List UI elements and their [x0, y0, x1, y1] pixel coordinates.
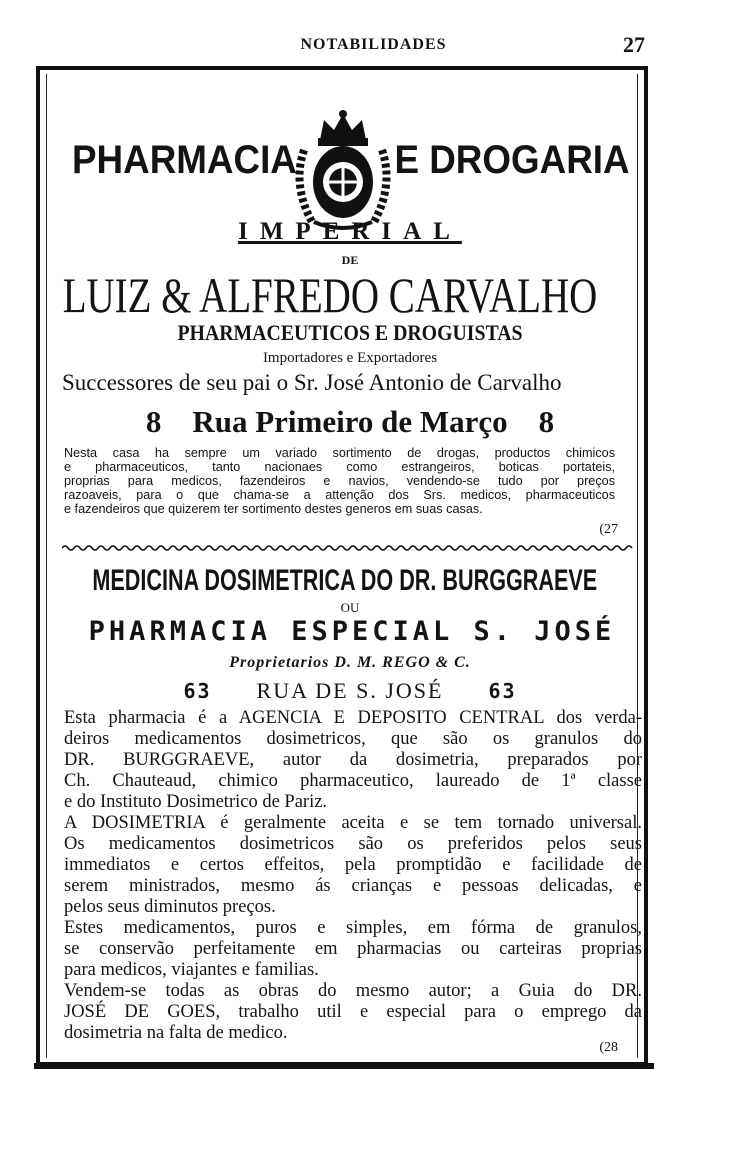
ad1-address-num: 8 — [145, 404, 162, 439]
ad2-para2-line: A DOSIMETRIA é geralmente aceita e se tem tornado universal. — [64, 813, 642, 833]
ad2-ref: (28 — [599, 1040, 618, 1055]
running-head: NOTABILIDADES — [300, 36, 447, 53]
ad1-profession: PHARMACEUTICOS E DROGUISTAS — [177, 320, 523, 345]
ad2-para3-line: se conservão perfeitamente em pharmacias ou carteiras proprias — [64, 939, 642, 959]
ad1-desc-line: razoaveis, para o que chama-se a attenção dos Srs. medicos, pharmaceuticos — [64, 487, 616, 502]
ad2-para4-line: JOSÉ DE GOES, trabalho util e especial para o emprego da — [64, 1002, 642, 1022]
ad2-para2-line: immediatos e certos effeitos, pela promptidão e facilidade de — [64, 855, 642, 875]
ad1-successors: Successores de seu pai o Sr. José Antonio de Carvalho — [62, 370, 562, 395]
ad2-para2-line: serem ministrados, mesmo ás crianças e pessoas delicadas, e — [64, 876, 642, 896]
ad2-para4-line: Vendem-se todas as obras do mesmo autor; a Guia do DR. — [64, 981, 642, 1001]
ad2-street: RUA DE S. JOSÉ — [256, 678, 444, 703]
page-header — [0, 32, 747, 60]
ad1-address — [60, 404, 640, 440]
ad1-title-left: PHARMACIA — [72, 138, 297, 182]
ad1-desc-line: Nesta casa ha sempre um variado sortimento de drogas, productos chimicos — [64, 445, 616, 460]
ad1-de: DE — [341, 253, 359, 267]
ad2-para2-line: pelos seus diminutos preços. — [64, 897, 276, 917]
ad2-para1-line: Ch. Chauteaud, chimico pharmaceutico, laureado de 1ª classe — [64, 771, 642, 791]
ad2-para1-line: e do Instituto Dosimetrico de Pariz. — [64, 792, 328, 812]
advertisement-frame — [36, 66, 648, 1066]
ad2-para1-line: Esta pharmacia é a AGENCIA E DEPOSITO CENTRAL dos verda- — [64, 708, 642, 728]
ad1-subtitle: IMPERIAL — [238, 218, 462, 245]
ad1-desc-line: proprias para medicos, fazendeiros e navios, vendendo-se tudo por preços — [64, 473, 616, 488]
ad2-para3-line: para medicos, viajantes e familias. — [64, 960, 319, 980]
frame-bottom-rule — [34, 1063, 654, 1069]
ad2-street-num-right: 63 — [488, 679, 517, 703]
ad2-street-num: 63 — [183, 679, 212, 703]
ad2-para2-line: Os medicamentos dosimetricos são os preferidos pelos seus — [64, 834, 642, 854]
ad1-address-street: Rua Primeiro de Março — [192, 404, 508, 439]
page-number: 27 — [623, 32, 645, 57]
ad2-ou: OU — [340, 600, 360, 615]
ad1-address-num-right: 8 — [538, 404, 555, 439]
ad2-proprietors: Proprietarios D. M. REGO & C. — [229, 654, 471, 671]
ad1-desc-line: e fazendeiros que quizerem ter sortimento destes generos em suas casas. — [64, 501, 483, 516]
ad2-para3-line: Estes medicamentos, puros e simples, em fórma de granulos, — [64, 918, 642, 938]
ad1-desc-line: e pharmaceuticos, tanto nacionaes como estrangeiros, boticas portateis, — [64, 459, 616, 474]
ad2-pharmacy: PHARMACIA ESPECIAL S. JOSÉ — [88, 616, 616, 647]
ad2-street-line — [60, 678, 640, 704]
ad1-import-export: Importadores e Exportadores — [262, 350, 438, 366]
ad2-para1-line: deiros medicamentos dosimetricos, que são os granulos do — [64, 729, 642, 749]
ad2-para1-line: DR. BURGGRAEVE, autor da dosimetria, preparados por — [64, 750, 642, 770]
decorative-divider — [62, 544, 638, 552]
ad1-ref: (27 — [599, 522, 618, 537]
ad1-title-right: E DROGARIA — [394, 138, 630, 182]
ad2-title: MEDICINA DOSIMETRICA DO DR. BURGGRAEVE — [92, 564, 598, 597]
ad1-owners: LUIZ & ALFREDO CARVALHO — [62, 267, 598, 323]
ad2-para4-line: dosimetria na falta de medico. — [64, 1023, 288, 1043]
ad1-title-row — [56, 110, 636, 220]
imperial-crest-icon — [284, 110, 402, 235]
